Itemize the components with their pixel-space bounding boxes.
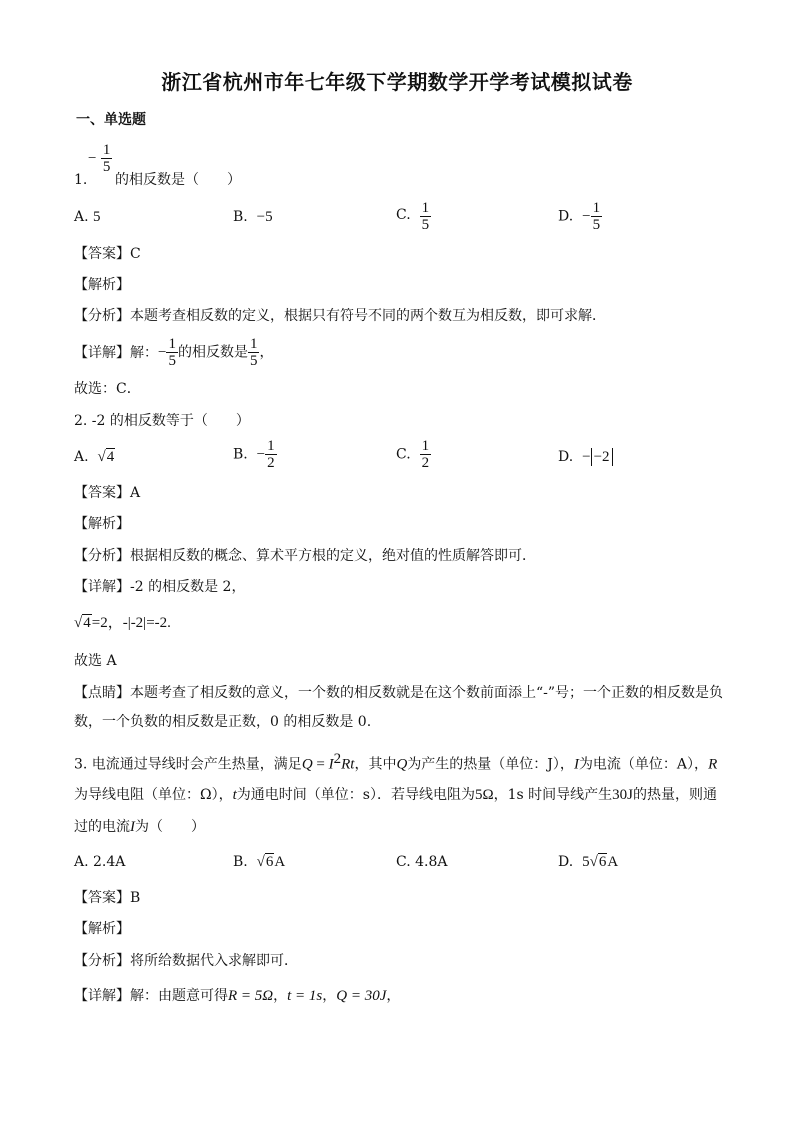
q3-stem-line1: 3. 电流通过导线时会产生热量，满足$Q = I^2Rt$，其中Q为产生的热量（单位：J），I为电流（单位：A），R bbox=[74, 751, 718, 773]
q3-option-c: C. 4.8A bbox=[396, 854, 448, 870]
q2-option-a: A. √4 bbox=[74, 449, 115, 465]
q2-jiexi: 【解析】 bbox=[74, 516, 130, 532]
q1-option-b: B. −5 bbox=[233, 209, 273, 225]
q3-xiangjie: 【详解】解：由题意可得R = 5Ω，t = 1s，Q = 30J， bbox=[74, 988, 401, 1004]
q3-jiexi: 【解析】 bbox=[74, 921, 130, 937]
q2-stem: 2. -2 的相反数等于（ ） bbox=[74, 413, 250, 429]
q1-option-c: C. $\frac{1}{5}$ bbox=[396, 200, 430, 233]
q1-conclusion: 故选：C． bbox=[74, 381, 141, 397]
q1-fraction bbox=[88, 142, 112, 175]
q3-option-d: D. 5√6A bbox=[558, 854, 619, 870]
q1-option-d: D. − $\frac{1}{5}$ bbox=[558, 200, 601, 233]
q3-fenxi: 【分析】将所给数据代入求解即可． bbox=[74, 953, 298, 969]
q1-frac: $\frac{1}{5}$ bbox=[102, 142, 111, 175]
q3-option-a: A. 2.4A bbox=[74, 854, 126, 870]
q2-option-b: B. − $\frac{1}{2}$ bbox=[233, 438, 275, 471]
q2-answer: 【答案】A bbox=[74, 485, 141, 501]
page-title: 浙江省杭州市年七年级下学期数学开学考试模拟试卷 bbox=[161, 70, 633, 94]
q1-frac-sign: − bbox=[88, 150, 97, 167]
q2-fenxi: 【分析】根据相反数的概念、算术平方根的定义，绝对值的性质解答即可． bbox=[74, 548, 536, 564]
q1-number: 1. bbox=[74, 172, 88, 188]
q2-xiangjie: 【详解】-2 的相反数是 2， bbox=[74, 579, 246, 595]
q3-option-b: B. √6A bbox=[233, 854, 286, 870]
q3-answer: 【答案】B bbox=[74, 890, 141, 906]
q1-answer: 【答案】C bbox=[74, 246, 141, 262]
q2-option-c: C. $\frac{1}{2}$ bbox=[396, 438, 430, 471]
q2-option-d: D. − −2 bbox=[558, 448, 613, 466]
q1-option-a: A. 5 bbox=[74, 209, 101, 225]
q1-stem: 的相反数是（ ） bbox=[115, 172, 241, 188]
section-heading: 一、单选题 bbox=[76, 112, 146, 128]
q2-conclusion: 故选 A bbox=[74, 653, 117, 669]
q3-stem-line2: 为导线电阻（单位：Ω），t为通电时间（单位：s）．若导线电阻为5Ω，1s 时间导线产生30J的热量，则通 bbox=[74, 787, 718, 803]
q2-dianjing-line2: 数，一个负数的相反数是正数，0 的相反数是 0. bbox=[74, 714, 372, 730]
q2-calc: √4=2，-|-2|=-2. bbox=[74, 615, 171, 631]
q1-xiangjie: 【详解】解：− $\frac{1}{5}$ 的相反数是 $\frac{1}{5}$ ， bbox=[74, 336, 274, 369]
q3-stem-line3: 过的电流I为（ ） bbox=[74, 819, 205, 835]
q1-fenxi: 【分析】本题考查相反数的定义，根据只有符号不同的两个数互为相反数，即可求解． bbox=[74, 308, 606, 324]
q2-dianjing-line1: 【点睛】本题考查了相反数的意义，一个数的相反数就是在这个数前面添上“-”号；一个正数的相反数是负 bbox=[74, 685, 724, 701]
q1-jiexi: 【解析】 bbox=[74, 277, 130, 293]
